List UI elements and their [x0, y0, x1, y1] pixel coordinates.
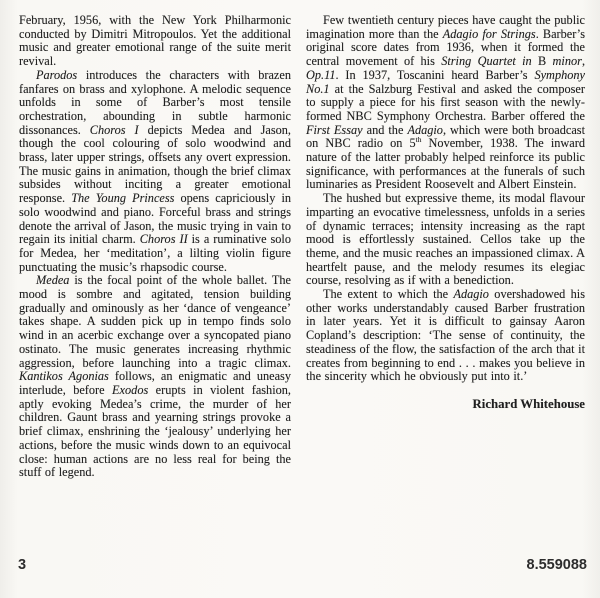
work-title-text: Symphony No.1 [306, 67, 585, 96]
body-text: th [415, 135, 422, 145]
body-text: The extent to which the [323, 287, 454, 302]
body-text: Few twentieth century pieces have caught the public imagination more than the [306, 13, 585, 41]
body-text: depicts Medea and Jason, though the cool colouring of solo woodwind and brass, later upper strings, offsets any overt expression. The music gains in animation, though the brief climax subsides without inciting a greater emotional response. [19, 122, 291, 206]
work-title-text: Op.11 [306, 67, 336, 82]
body-text: overshadowed his other works understandably caused Barber frustration in later years. Yet it is difficult to gainsay Aaron Copland’s description: ‘The sense of continuity, the steadiness of the flow, the satisfaction of the arch that it creates from beginning to end . . . makes you believe in the sincerity which he obviously put into it.’ [306, 287, 585, 384]
body-text: . Barber’s original score dates from 1936, when it formed the central movement of his [306, 26, 586, 69]
body-text: at the Salzburg Festival and asked the composer to supply a piece for his first season with the newly-formed NBC Symphony Orchestra. Barber offered the [306, 81, 585, 123]
paragraph [306, 288, 585, 384]
body-text: is a ruminative solo for Medea, her ‘meditation’, a lilting violin figure punctuating the music’s rhapsodic course. [19, 232, 291, 274]
paragraph [19, 69, 291, 275]
body-text: is the focal point of the whole ballet. The mood is sombre and agitated, tension building gradually and ominously as her ‘dance of vengeance’ takes shape. A sudden pick up in tempo finds solo wind in an acerbic exchange over a syncopated piano ostinato. The music generates increasing rhythmic aggression, before launching into a tragic climax. [19, 273, 291, 370]
work-title-text: Exodos [112, 382, 149, 397]
paragraph [19, 14, 291, 69]
work-title-text: Parodos [36, 67, 78, 82]
paragraph [306, 14, 585, 192]
body-text: erupts in violent fashion, aptly evoking Medea’s crime, the murder of her children. Gaunt brass and yearning strings provoke a brief climax, enshrining the ‘jealousy’ underlying her actions, before the music winds down to an equivocal close: human actions are no less real for being the stuff of legend. [19, 382, 291, 480]
paragraph [306, 192, 585, 288]
work-title-text: Choros II [139, 232, 188, 247]
work-title-text: Kantikos Agonias [19, 369, 109, 384]
work-title-text: The Young Princess [71, 191, 175, 206]
body-text: B [531, 54, 553, 69]
body-text: and the [362, 122, 408, 137]
work-title-text: Adagio [453, 287, 489, 302]
work-title-text: Medea [36, 273, 70, 288]
work-title-text: String Quartet in [441, 54, 532, 69]
text-column-left [19, 14, 291, 480]
catalog-number: 8.559088 [526, 557, 587, 573]
body-text: , [581, 54, 586, 69]
body-text: follows, an enigmatic and uneasy interlude, before [19, 369, 291, 397]
body-text: introduces the characters with brazen fanfares on brass and xylophone. A melodic sequence unfolds in some of Barber’s most tensile orchestration, abounding in subtle harmonic dissonances. [19, 67, 291, 137]
page-number: 3 [18, 557, 27, 573]
author-signature: Richard Whitehouse [472, 396, 585, 411]
body-text: opens capriciously in solo woodwind and piano. Forceful brass and strings denote the arrival of Jason, the music trying in vain to regain its initial charm. [19, 191, 292, 247]
work-title-text: First Essay [306, 122, 363, 137]
work-title-text: Adagio for Strings [442, 26, 536, 41]
text-columns [19, 14, 585, 480]
body-text: , which were both broadcast on NBC radio on 5 [306, 122, 585, 151]
work-title-text: minor [552, 54, 582, 69]
paragraph [19, 274, 291, 480]
body-text: . In 1937, Toscanini heard Barber’s [335, 67, 535, 82]
body-text: The hushed but expressive theme, its modal flavour imparting an evocative timelessness, unfolds in a series of dynamic terraces; intensity increasing as the rapt mood is effortlessly sustained. Cellos take up the theme, and the music reaches an impassioned climax. A heartfelt pause, and the melody resumes its elegiac course, resolving as if with a benediction. [306, 191, 585, 288]
text-column-right [306, 14, 585, 480]
body-text: November, 1938. The inward nature of the latter probably helped reinforce its public significance, with performances at the funerals of such luminaries as President Roosevelt and Albert Einstein. [306, 136, 585, 192]
work-title-text: Adagio [407, 122, 443, 137]
work-title-text: Choros I [89, 122, 139, 137]
body-text: February, 1956, with the New York Philharmonic conducted by Dimitri Mitropoulos. Yet the additional music and greater emotional range of the suite merit revival. [19, 13, 291, 69]
